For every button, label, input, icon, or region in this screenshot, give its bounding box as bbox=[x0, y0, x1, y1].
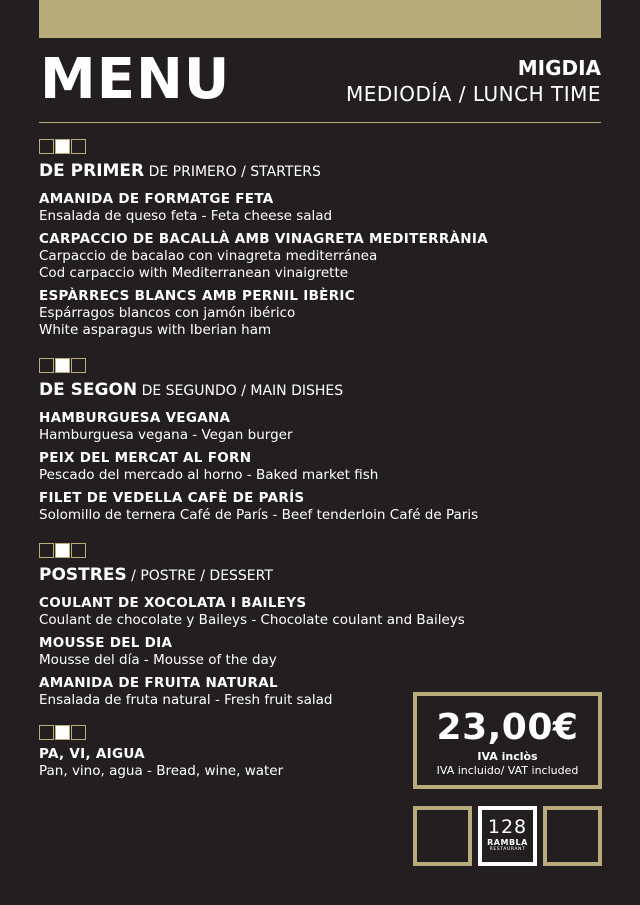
section-heading-main: DE SEGON bbox=[39, 380, 138, 400]
logo-subtitle: RESTAURANT bbox=[489, 847, 526, 852]
section-heading bbox=[39, 564, 509, 587]
menu-item-title: PEIX DEL MERCAT AL FORN bbox=[39, 450, 252, 466]
menu-item-translation: Carpaccio de bacalao con vinagreta mediterránea bbox=[39, 248, 378, 264]
service-time bbox=[346, 56, 601, 108]
menu-item-title: PA, VI, AIGUA bbox=[39, 746, 145, 762]
menu-item-translation: Espárragos blancos con jamón ibérico bbox=[39, 305, 296, 321]
marker-box bbox=[71, 139, 86, 154]
section-heading-main: DE PRIMER bbox=[39, 161, 145, 181]
top-accent-bar bbox=[39, 0, 601, 38]
menu-item-title: ESPÀRRECS BLANCS AMB PERNIL IBÈRIC bbox=[39, 288, 355, 304]
header-divider bbox=[39, 122, 601, 123]
section-main-dishes bbox=[39, 358, 509, 530]
menu-item-translation: Pan, vino, agua - Bread, wine, water bbox=[39, 763, 284, 779]
section-heading-main: POSTRES bbox=[39, 565, 127, 585]
menu-item bbox=[39, 635, 509, 669]
menu-item-title: HAMBURGUESA VEGANA bbox=[39, 410, 231, 426]
menu-item bbox=[39, 288, 509, 339]
menu-item-title: MOUSSE DEL DIA bbox=[39, 635, 173, 651]
marker-box-filled bbox=[55, 543, 70, 558]
section-heading bbox=[39, 379, 509, 402]
section-marker bbox=[39, 358, 509, 373]
price-box bbox=[413, 692, 602, 789]
section-desserts bbox=[39, 543, 509, 715]
section-starters bbox=[39, 139, 509, 345]
service-time-catalan: MIGDIA bbox=[517, 56, 601, 80]
menu-title: MENU bbox=[40, 47, 231, 112]
marker-box bbox=[39, 358, 54, 373]
menu-item-title: AMANIDA DE FRUITA NATURAL bbox=[39, 675, 278, 691]
marker-box bbox=[39, 725, 54, 740]
marker-box-filled bbox=[55, 725, 70, 740]
menu-item bbox=[39, 490, 509, 524]
marker-box bbox=[39, 139, 54, 154]
section-heading-sub: DE SEGUNDO / MAIN DISHES bbox=[137, 383, 344, 399]
menu-item bbox=[39, 410, 509, 444]
vat-note-translation: IVA incluido/ VAT included bbox=[436, 764, 579, 777]
logo-row bbox=[413, 806, 602, 866]
marker-box-filled bbox=[55, 139, 70, 154]
menu-item bbox=[39, 231, 509, 282]
menu-item bbox=[39, 191, 509, 225]
logo-number: 128 bbox=[487, 816, 528, 838]
section-marker bbox=[39, 543, 509, 558]
menu-item-title: FILET DE VEDELLA CAFÈ DE PARÍS bbox=[39, 490, 305, 506]
menu-item-translation: Pescado del mercado al horno - Baked market fish bbox=[39, 467, 379, 483]
menu-item-translation: Coulant de chocolate y Baileys - Chocolate coulant and Baileys bbox=[39, 612, 465, 628]
marker-box-filled bbox=[55, 358, 70, 373]
section-heading bbox=[39, 160, 509, 183]
decorative-frame bbox=[543, 806, 602, 866]
marker-box bbox=[71, 358, 86, 373]
service-time-translation: MEDIODÍA / LUNCH TIME bbox=[346, 82, 601, 106]
menu-item-translation: Mousse del día - Mousse of the day bbox=[39, 652, 277, 668]
menu-item-translation: Cod carpaccio with Mediterranean vinaigrette bbox=[39, 265, 349, 281]
marker-box bbox=[39, 543, 54, 558]
menu-item-translation: Ensalada de fruta natural - Fresh fruit salad bbox=[39, 692, 333, 708]
menu-item-title: AMANIDA DE FORMATGE FETA bbox=[39, 191, 274, 207]
section-heading-sub: / POSTRE / DESSERT bbox=[126, 568, 273, 584]
section-marker bbox=[39, 139, 509, 154]
logo-name: RAMBLA bbox=[487, 838, 528, 847]
vat-note-catalan: IVA inclòs bbox=[477, 750, 538, 763]
menu-item bbox=[39, 450, 509, 484]
section-heading-sub: DE PRIMERO / STARTERS bbox=[144, 164, 321, 180]
menu-item-translation: Solomillo de ternera Café de París - Beef tenderloin Café de Paris bbox=[39, 507, 479, 523]
decorative-frame bbox=[413, 806, 472, 866]
menu-item-translation: Hamburguesa vegana - Vegan burger bbox=[39, 427, 293, 443]
marker-box bbox=[71, 725, 86, 740]
menu-item-title: COULANT DE XOCOLATA I BAILEYS bbox=[39, 595, 307, 611]
price-amount: 23,00€ bbox=[436, 707, 579, 748]
menu-item-translation: Ensalada de queso feta - Feta cheese salad bbox=[39, 208, 333, 224]
restaurant-logo bbox=[478, 806, 537, 866]
menu-item bbox=[39, 595, 509, 629]
marker-box bbox=[71, 543, 86, 558]
menu-item-title: CARPACCIO DE BACALLÀ AMB VINAGRETA MEDITERRÀNIA bbox=[39, 231, 488, 247]
menu-item-translation: White asparagus with Iberian ham bbox=[39, 322, 272, 338]
